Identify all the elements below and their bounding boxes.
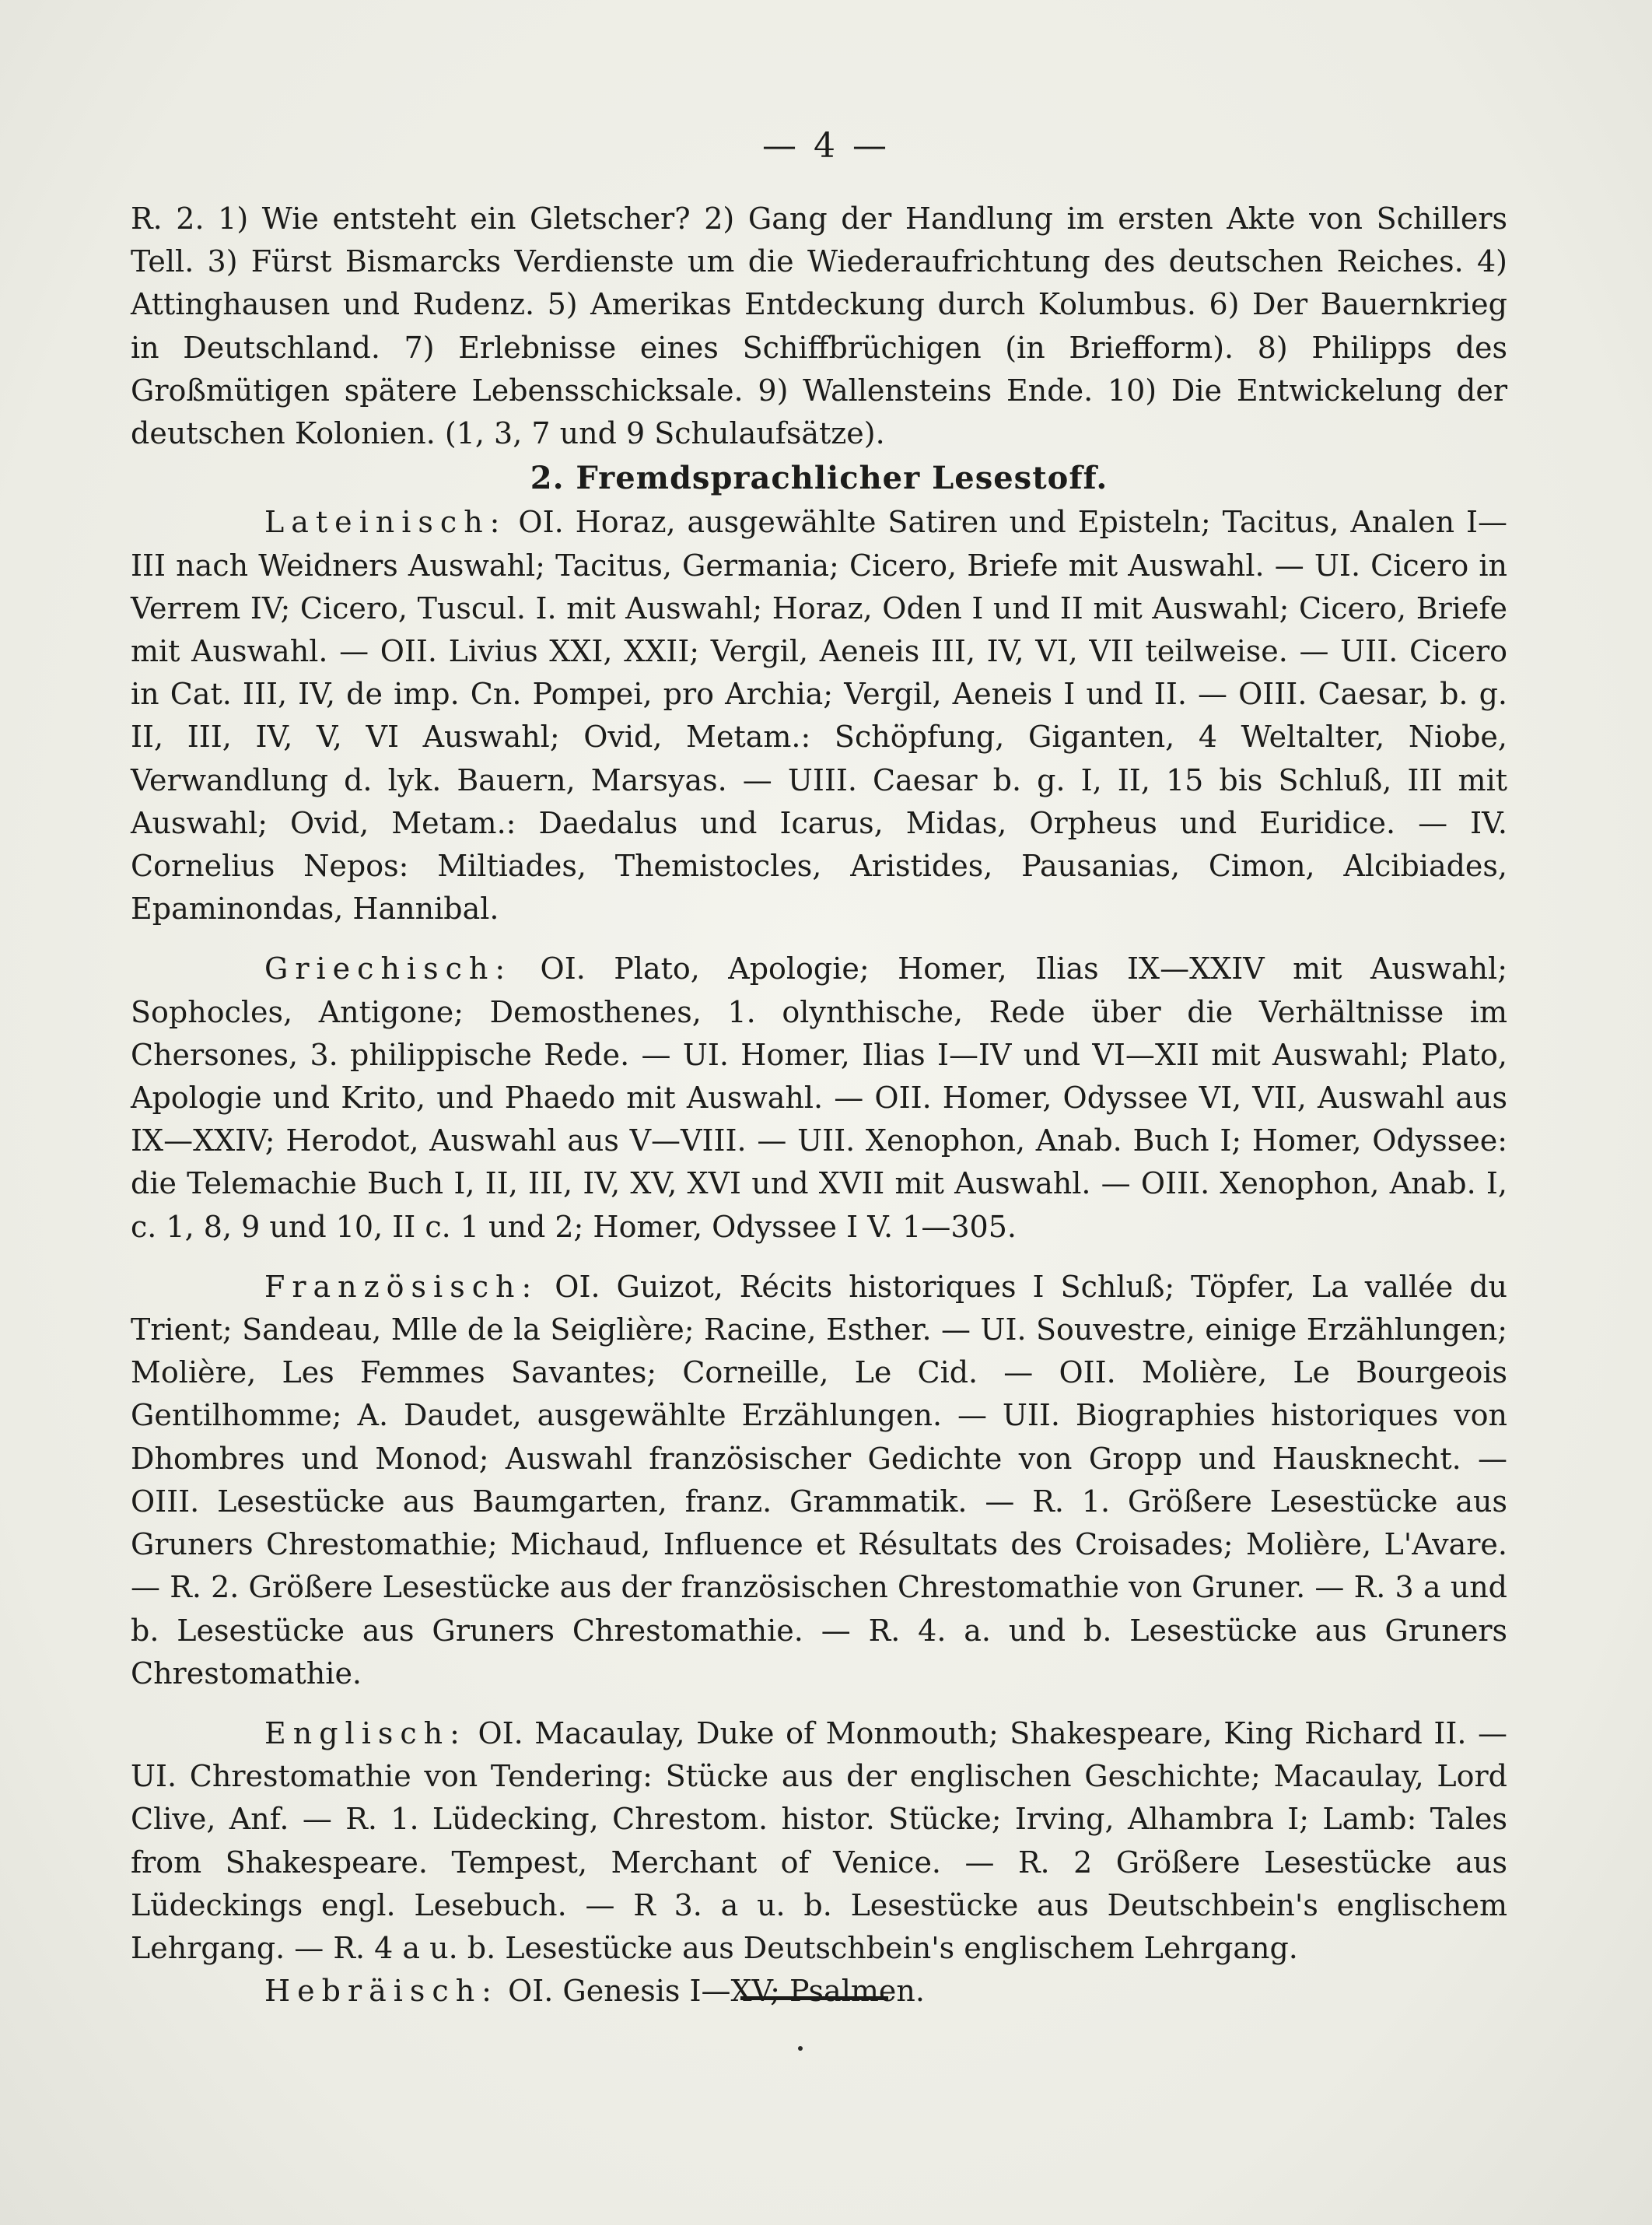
essay-topics-paragraph: R. 2. 1) Wie entsteht ein Gletscher? 2) Gang der Handlung im ersten Akte von Schillers Tell. 3) Fürst Bismarcks Verdienste um die Wiederaufrichtung des deutschen Reiches. 4) Attinghausen und Rudenz. 5) Amerikas Entdeckung durch Kolumbus. 6) Der Bauernkrieg in Deutschland. 7) Erlebnisse eines Schiffbrüchigen (in Briefform). 8) Philipps des Großmütigen spätere Lebensschicksale. 9) Wallensteins Ende. 10) Die Entwickelung der deutschen Kolonien. (1, 3, 7 und 9 Schulaufsätze). xyxy=(131,201,1507,451)
latin-paragraph xyxy=(131,501,1507,930)
hebrew-paragraph xyxy=(131,1970,1507,2013)
greek-text: OI. Plato, Apologie; Homer, Ilias IX—XXIV mit Auswahl; Sophocles, Antigone; Demosthenes, 1. olynthische, Rede über die Verhältnisse im Chersones, 3. philippische Rede. — UI. Homer, Ilias I—IV und VI—XII mit Auswahl; Plato, Apologie und Krito, und Phaedo mit Auswahl. — OII. Homer, Odyssee VI, VII, Auswahl aus IX—XXIV; Herodot, Auswahl aus V—VIII. — UII. Xenophon, Anab. Buch I; Homer, Odyssee: die Telemachie Buch I, II, III, IV, XV, XVI und XVII mit Auswahl. — OIII. Xenophon, Anab. I, c. 1, 8, 9 und 10, II c. 1 und 2; Homer, Odyssee I V. 1—305. xyxy=(131,951,1507,1244)
english-label: Englisch: xyxy=(264,1715,467,1750)
hebrew-text: OI. Genesis I—XV; Psalmen. xyxy=(499,1974,925,2009)
greek-paragraph xyxy=(131,948,1507,1248)
french-paragraph xyxy=(131,1266,1507,1695)
french-label: Französisch: xyxy=(264,1269,539,1304)
latin-label: Lateinisch: xyxy=(264,505,507,540)
english-paragraph xyxy=(131,1712,1507,1970)
closing-rule xyxy=(740,1996,888,2000)
section-heading: 2. Fremdsprachlicher Lesestoff. xyxy=(530,460,1108,497)
greek-label: Griechisch: xyxy=(264,951,513,986)
page-body xyxy=(131,198,1507,2013)
french-text: OI. Guizot, Récits historiques I Schluß; Töpfer, La vallée du Trient; Sandeau, Mlle de la Seiglière; Racine, Esther. — UI. Souvestre, einige Erzählungen; Molière, Les Femmes Savantes; Corneille, Le Cid. — OII. Molière, Le Bourgeois Gentilhomme; A. Daudet, ausgewählte Erzählungen. — UII. Biographies historiques von Dhombres und Monod; Auswahl französischer Gedichte von Gropp und Hausknecht. — OIII. Lesestücke aus Baumgarten, franz. Grammatik. — R. 1. Größere Lesestücke aus Gruners Chrestomathie; Michaud, Influence et Résultats des Croisades; Molière, L'Avare. — R. 2. Größere Lesestücke aus der französischen Chrestomathie von Gruner. — R. 3 a und b. Lesestücke aus Gruners Chrestomathie. — R. 4. a. und b. Lesestücke aus Gruners Chrestomathie. xyxy=(131,1269,1507,1691)
ink-dot xyxy=(798,2046,803,2051)
english-text: OI. Macaulay, Duke of Monmouth; Shakespeare, King Richard II. — UI. Chrestomathie von Tendering: Stücke aus der englischen Geschichte; Macaulay, Lord Clive, Anf. — R. 1. Lüdecking, Chrestom. histor. Stücke; Irving, Alhambra I; Lamb: Tales from Shakespeare. Tempest, Merchant of Venice. — R. 2 Größere Lesestücke aus Lüdeckings engl. Lesebuch. — R 3. a u. b. Lesestücke aus Deutschbein's englischem Lehrgang. — R. 4 a u. b. Lesestücke aus Deutschbein's englischem Lehrgang. xyxy=(131,1715,1507,1965)
latin-text: OI. Horaz, ausgewählte Satiren und Episteln; Tacitus, Analen I—III nach Weidners Auswahl; Tacitus, Germania; Cicero, Briefe mit Auswahl. — UI. Cicero in Verrem IV; Cicero, Tuscul. I. mit Auswahl; Horaz, Oden I und II mit Auswahl; Cicero, Briefe mit Auswahl. — OII. Livius XXI, XXII; Vergil, Aeneis III, IV, VI, VII teilweise. — UII. Cicero in Cat. III, IV, de imp. Cn. Pompei, pro Archia; Vergil, Aeneis I und II. — OIII. Caesar, b. g. II, III, IV, V, VI Auswahl; Ovid, Metam.: Schöpfung, Giganten, 4 Weltalter, Niobe, Verwandlung d. lyk. Bauern, Marsyas. — UIII. Caesar b. g. I, II, 15 bis Schluß, III mit Auswahl; Ovid, Metam.: Daedalus und Icarus, Midas, Orpheus und Euridice. — IV. Cornelius Nepos: Miltiades, Themistocles, Aristides, Pausanias, Cimon, Alcibiades, Epaminondas, Hannibal. xyxy=(131,505,1507,927)
page-number: — 4 — xyxy=(762,126,890,166)
hebrew-label: Hebräisch: xyxy=(264,1974,499,2009)
